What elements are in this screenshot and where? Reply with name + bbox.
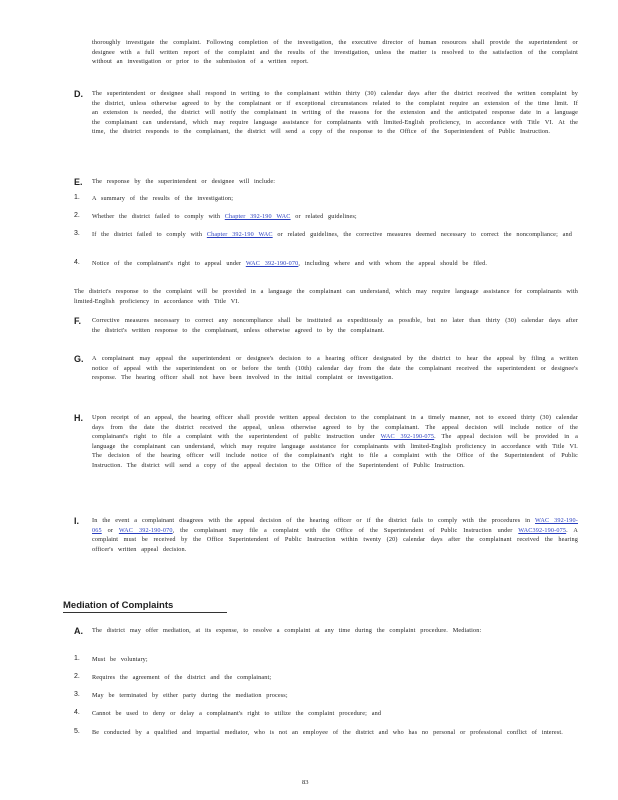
mediation-list-item [74,691,578,701]
section-marker: G. [74,354,84,364]
section-text: A complainant may appeal the superintendent or designee's decision to a hearing officer designated by the district to hear the appeal by filing a written notice of appeal with the superintendent on or before the tenth (10th) calendar day from the date the complainant received the superintendent or designee's response. The hearing officer shall not have been involved in the initial complaint or investigation. [92,355,578,382]
item-text-post: or related guidelines; [290,213,357,220]
section-marker: E. [74,177,83,187]
list-item [74,259,578,269]
section-f [74,316,578,335]
section-text: Corrective measures necessary to correct any noncompliance shall be instituted as expeditiously as possible, but no later than thirty (30) calendar days after the district's written response to the complainant, unless otherwise agreed to by the complainant. [92,317,578,334]
wac-link[interactable]: WAC 392-190-070 [118,526,173,534]
wac-link[interactable]: WAC 392-190-065 [92,517,578,534]
item-text: Cannot be used to deny or delay a complainant's right to utilize the complaint procedure; and [92,710,382,717]
response-language-note [74,287,578,306]
item-text-post: or related guidelines, the corrective measures deemed necessary to correct the noncompliance; and [272,231,573,238]
section-e [74,177,578,187]
note-text: The district's response to the complaint will be provided in a language the complainant can understand, which may require language assistance for complainants with limited-English proficiency in accordance with Title VI. [74,288,578,305]
wac-link[interactable]: Chapter 392-190 WAC [224,213,291,220]
item-number: 2. [74,212,80,219]
section-marker: F. [74,316,82,326]
heading-text: Mediation of Complaints [63,600,174,611]
section-text: The response by the superintendent or designee will include: [92,178,276,185]
item-text-pre: Whether the district failed to comply with [92,213,225,220]
mediation-heading [63,600,173,611]
item-text-pre: Notice of the complainant's right to appeal under [92,260,246,267]
mediation-section-a [74,626,578,636]
item-text: A summary of the results of the investigation; [92,195,234,202]
investigation-paragraph [92,38,578,67]
mediation-list-item [74,728,578,738]
item-text: Be conducted by a qualified and impartial mediator, who is not an employee of the district and who has no personal or professional conflict of interest. [92,729,563,736]
item-number: 1. [74,194,80,201]
mediation-list-item [74,655,578,665]
list-item [74,194,578,204]
paragraph-text: thoroughly investigate the complaint. Following completion of the investigation, the executive director of human resources shall provide the superintendent or designee with a full written report of the complaint and the results of the investigation, unless the matter is resolved to the satisfaction of the complaint without an investigation or prior to the submission of a written report. [92,39,578,66]
item-text [92,212,578,222]
section-text [92,516,578,554]
section-d [74,89,578,137]
mediation-list-item [74,673,578,683]
section-h [74,413,579,471]
mediation-list-item [74,709,578,719]
section-text-mid: , the complainant may file a complaint with the Office of the Superintendent of Public Instruction under [172,526,519,534]
item-number: 2. [74,673,80,680]
wac-link[interactable]: WAC 392-190-070 [245,260,299,267]
list-item [74,212,578,222]
item-number: 3. [74,691,80,698]
section-marker: D. [74,89,83,99]
section-text-pre: In the event a complainant disagrees with the appeal decision of the hearing officer or if the district fails to comply with the procedures in [92,517,536,524]
item-text: May be terminated by either party during the mediation process; [92,692,288,699]
wac-link[interactable]: Chapter 392-190 WAC [206,231,273,238]
list-item [74,230,578,240]
section-marker: H. [74,413,83,423]
item-text: Must be voluntary; [92,656,148,663]
wac-link[interactable]: WAC392-190-075 [518,526,567,534]
page-number: 83 [302,779,309,786]
item-text: Requires the agreement of the district and the complainant; [92,674,272,681]
wac-link[interactable]: WAC 392-190-075 [380,433,435,441]
item-text [92,259,578,269]
section-text-pre: Upon receipt of an appeal, the hearing officer shall provide written appeal decision to the complainant in a timely manner, not to exceed thirty (30) calendar days from the date the district received the appeal, unless otherwise agreed to by the complainant. The appeal decision will include notice of the complainant's right to file a complaint with the superintendent of public instruction under [92,414,578,441]
section-i [74,516,578,554]
heading-underline [63,612,227,613]
section-marker: I. [74,516,80,526]
section-text: The district may offer mediation, at its expense, to resolve a complaint at any time during the complaint procedure. Mediation: [92,627,482,634]
section-g [74,354,578,383]
item-text [92,230,578,240]
section-text-mid: or [101,526,119,534]
section-text-post: . A complaint must be received by the Office Superintendent of Public Instruction within twenty (20) calendar days after the complainant received the hearing officer's written appeal decision. [92,526,578,553]
item-number: 4. [74,709,80,716]
section-text-post: . The appeal decision will be provided in a language the complainant can understand, which may require language assistance for complainants with limited-English proficiency in accordance with Title VI. The decision of the hearing officer will include notice of the complainant's right to file a complaint with the Office of the Superintendent of Public Instruction. The district will send a copy of the appeal decision to the Office of the Superintendent of Public Instruction. [92,433,579,469]
item-text-post: , including where and with whom the appeal should be filed. [298,260,488,267]
item-number: 3. [74,230,80,237]
item-text-pre: If the district failed to comply with [92,231,207,238]
section-text [92,413,578,471]
section-marker: A. [74,626,83,636]
item-number: 4. [74,259,80,266]
section-text: The superintendent or designee shall respond in writing to the complainant within thirty (30) calendar days after the district received the written complaint by the district, unless otherwise agreed to by the complainant or if exceptional circumstances related to the complaint require an extension of the time limit. If an extension is needed, the district will notify the complainant in writing of the reasons for the extension and the anticipated response date in a language the complainant can understand, which may require language assistance for complainants with limited-English proficiency, in accordance with Title VI. At the time, the district responds to the complainant, the district will send a copy of the response to the Office of the Superintendent of Public Instruction. [92,90,578,136]
item-number: 5. [74,728,80,735]
item-number: 1. [74,655,80,662]
